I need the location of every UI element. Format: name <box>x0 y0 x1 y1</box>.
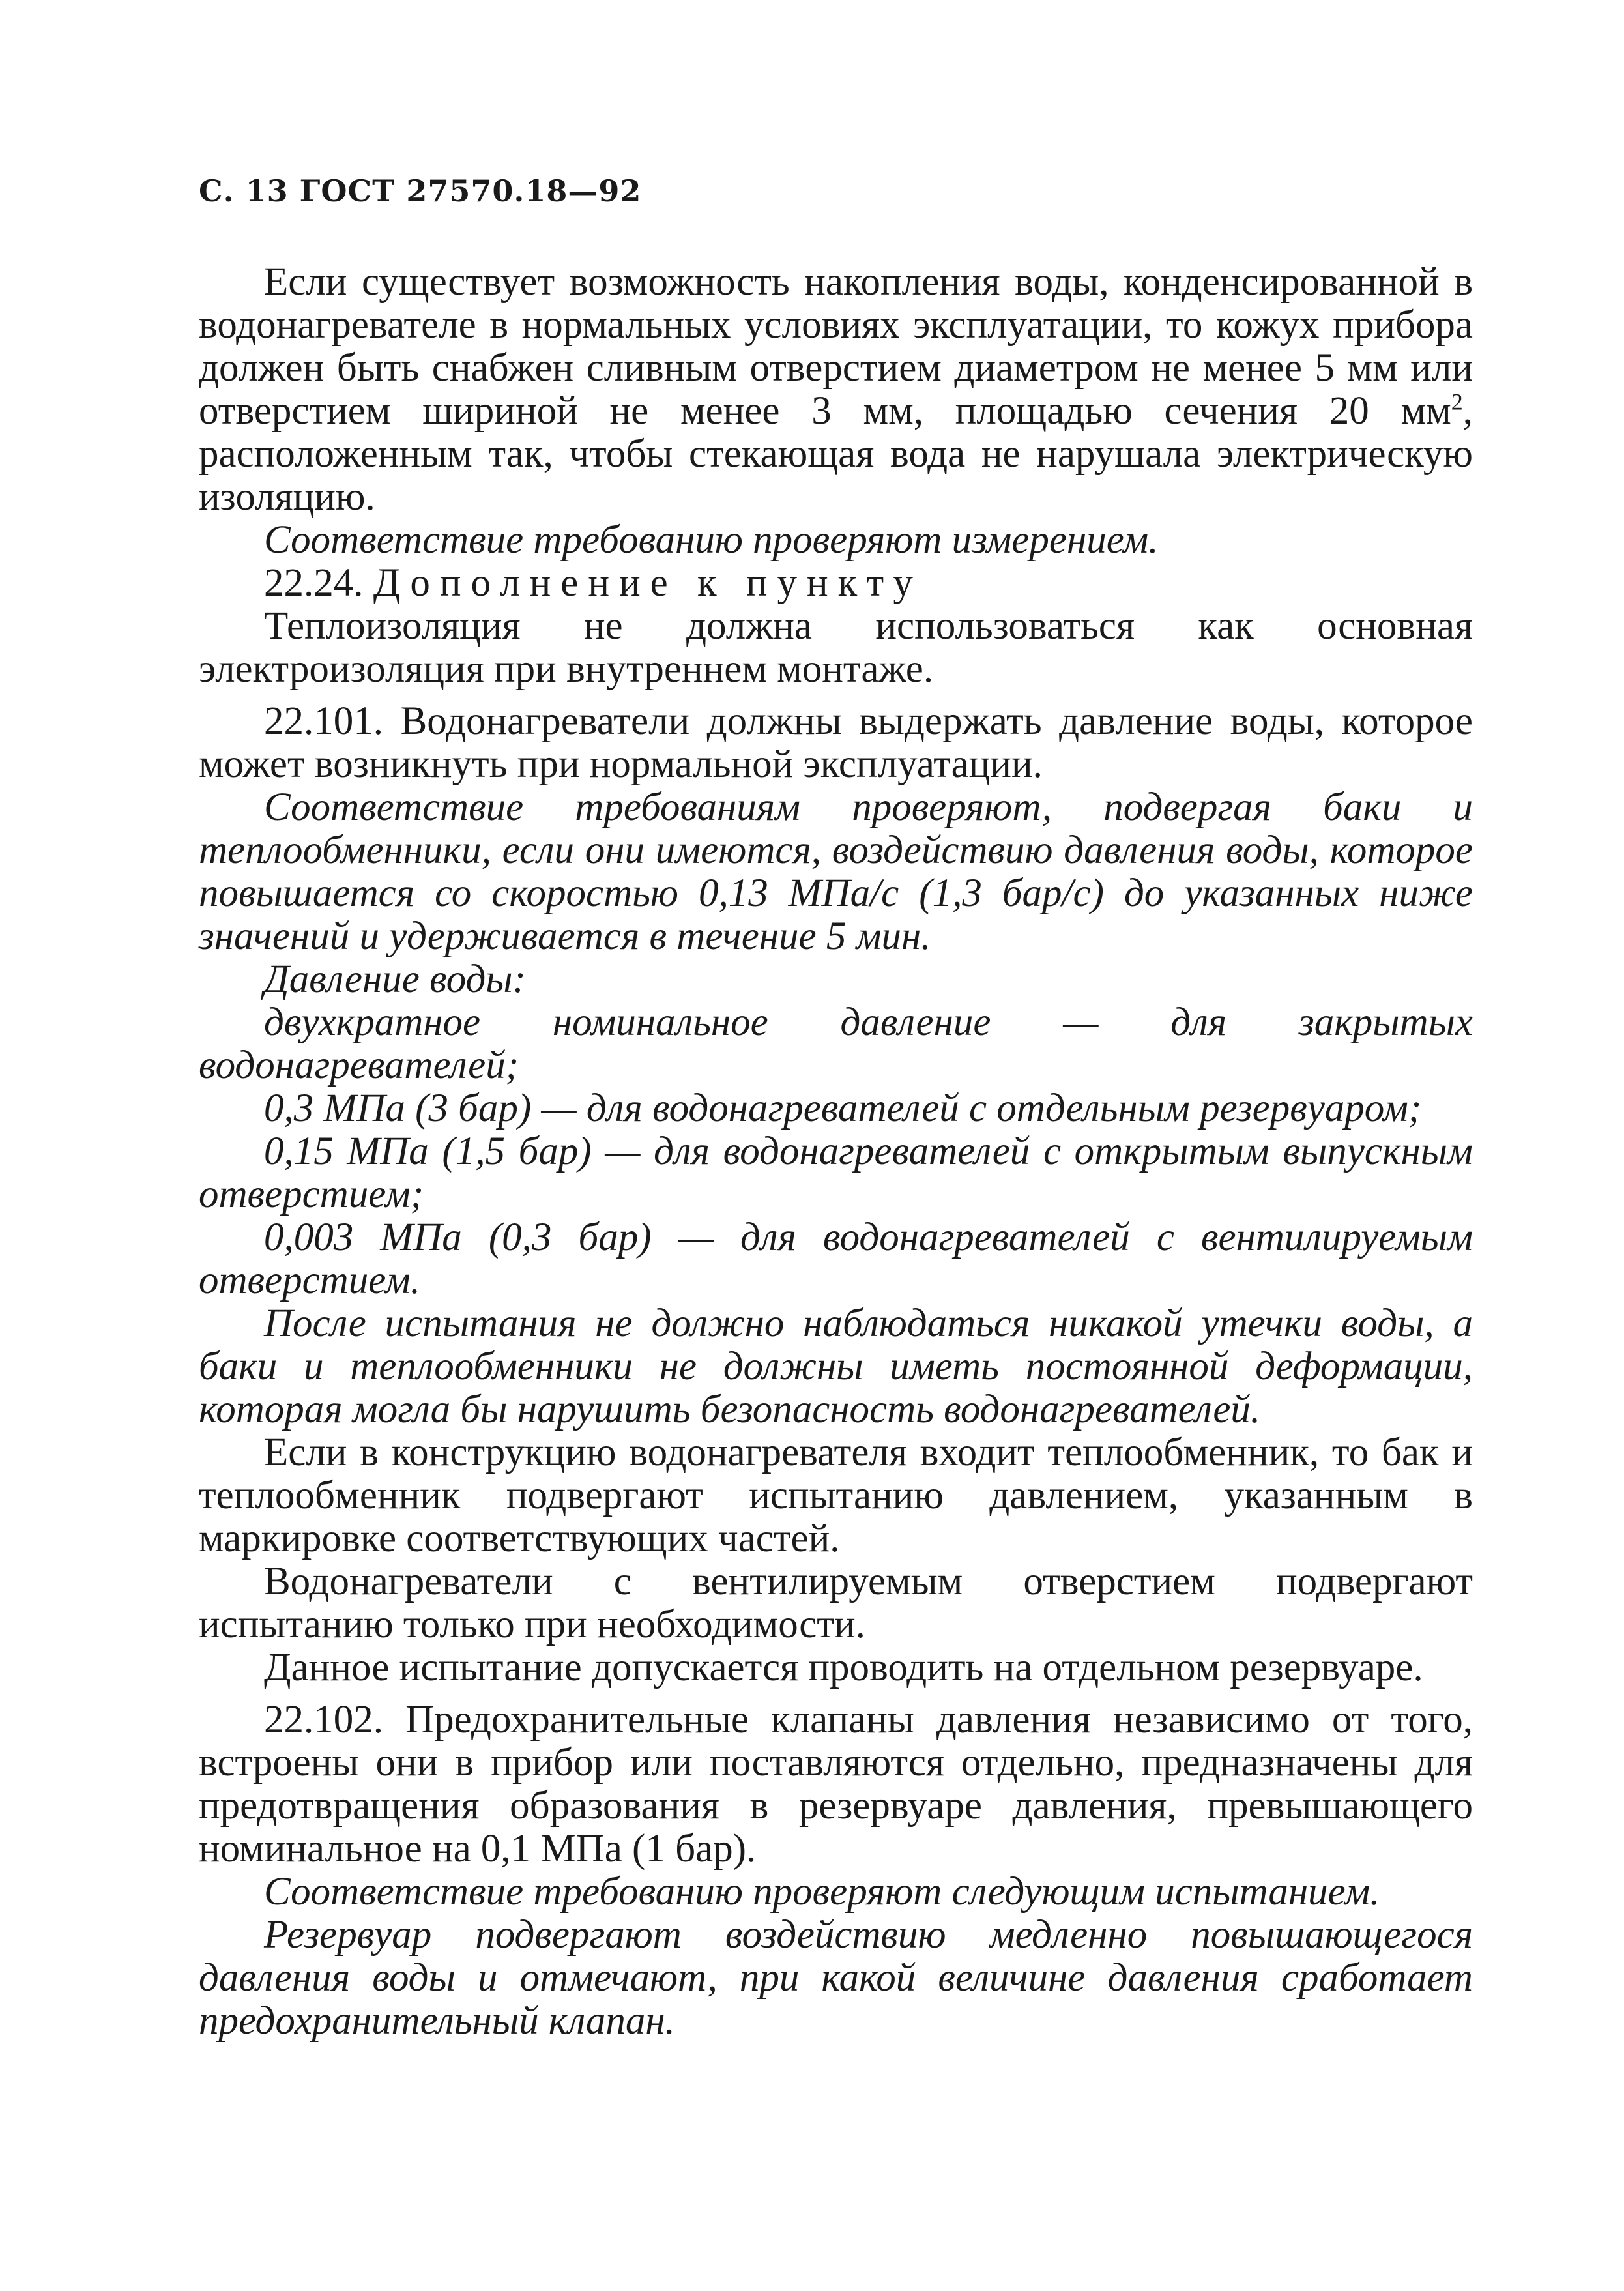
paragraph-compliance-test: Соответствие требованию проверяют следующим испытанием. <box>264 1870 1380 1914</box>
list-item-closed-heaters: двухкратное номинальное давление — для закрытых водонагревателей; <box>199 1000 1473 1087</box>
list-item-separate-tank: 0,3 МПа (3 бар) — для водонагревателей с отдельным резервуаром; <box>264 1087 1422 1130</box>
paragraph-water-pressure-label: Давление воды: <box>264 957 526 1001</box>
paragraph-relief-valve-test: Резервуар подвергают воздействию медленно повышающегося давления воды и отмечают, при какой величине давления сработает предохранительный клапан. <box>199 1913 1473 2043</box>
paragraph-vented-heaters: Водонагреватели с вентилируемым отверстием подвергают испытанию только при необходимости. <box>199 1560 1473 1646</box>
section-title: Дополнение к пункту <box>373 561 923 605</box>
list-item-vented: 0,003 МПа (0,3 бар) — для водонагревателей с вентилируемым отверстием. <box>199 1216 1473 1302</box>
list-item-open-outlet: 0,15 МПа (1,5 бар) — для водонагревателей с открытым выпускным отверстием; <box>199 1130 1473 1216</box>
superscript: 2 <box>1451 388 1463 415</box>
paragraph-22-102: 22.102. Предохранительные клапаны давления независимо от того, встроены они в прибор или поставляются отдельно, предназначены для предотвращения образования в резервуаре давления, превышающего номинальное на 0,1 МПа (1 бар). <box>199 1698 1473 1871</box>
paragraph-condensate-drain <box>199 261 1473 519</box>
paragraph-text-end: , расположенным так, чтобы стекающая вода не нарушала электрическую изоляцию. <box>199 389 1473 519</box>
paragraph-separate-tank-test: Данное испытание допускается проводить на отдельном резервуаре. <box>264 1646 1423 1689</box>
section-number: 22.24. <box>264 561 373 605</box>
page-header: С. 13 ГОСТ 27570.18—92 <box>199 173 642 209</box>
paragraph-thermal-insulation: Теплоизоляция не должна использоваться как основная электроизоляция при внутреннем монтаже. <box>199 604 1473 691</box>
paragraph-22-101: 22.101. Водонагреватели должны выдержать давление воды, которое может возникнуть при нормальной эксплуатации. <box>199 699 1473 786</box>
paragraph-heat-exchanger: Если в конструкцию водонагревателя входит теплообменник, то бак и теплообменник подвергают испытанию давлением, указанным в маркировке соответствующих частей. <box>199 1431 1473 1560</box>
paragraph-compliance-measurement: Соответствие требованию проверяют измерением. <box>264 518 1159 562</box>
paragraph-text: Если существует возможность накопления воды, конденсированной в водонагревателе в нормальных условиях эксплуатации, то кожух прибора должен быть снабжен сливным отверстием диаметром не менее 5 мм или отверстием шириной не менее 3 мм, площадью сечения 20 мм <box>199 260 1473 433</box>
paragraph-after-test: После испытания не должно наблюдаться никакой утечки воды, а баки и теплообменники не должны иметь постоянной деформации, которая могла бы нарушить безопасность водонагревателей. <box>199 1302 1473 1431</box>
document-page <box>199 173 1473 2043</box>
paragraph-pressure-test: Соответствие требованиям проверяют, подвергая баки и теплообменники, если они имеются, воздействию давления воды, которое повышается со скоростью 0,13 МПа/с (1,3 бар/с) до указанных ниже значений и удерживается в течение 5 мин. <box>199 785 1473 958</box>
section-22-24-heading <box>199 562 1473 605</box>
